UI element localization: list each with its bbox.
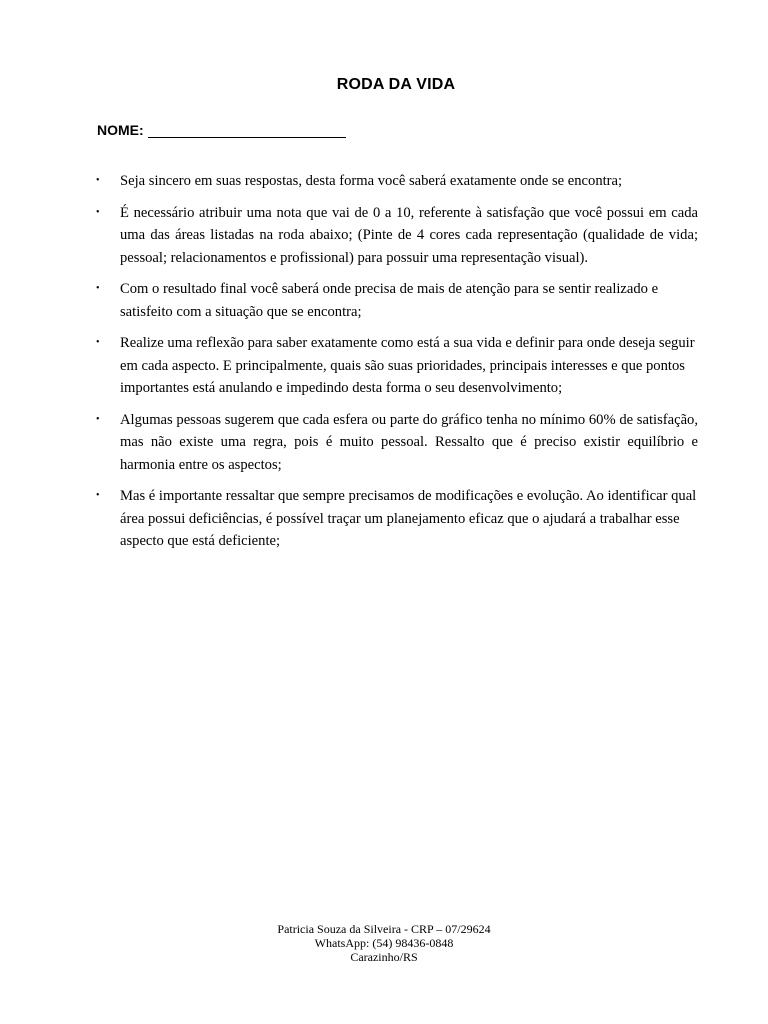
list-item (95, 409, 698, 477)
list-item-text: Seja sincero em suas respostas, desta forma você saberá exatamente onde se encontra; (120, 173, 623, 189)
bullet-icon: • (96, 337, 100, 348)
bullet-icon: • (96, 206, 100, 218)
bullet-icon: • (96, 413, 100, 425)
list-item (95, 170, 698, 193)
footer-city: Carazinho/RS (350, 950, 418, 964)
name-field (97, 122, 346, 138)
list-item-text: Algumas pessoas sugerem que cada esfera ou parte do gráfico tenha no mínimo 60% de satisfação, mas não existe uma regra, pois é muito pessoal. Ressalto que é preciso existir equilíbrio e harmonia entre os aspectos; (120, 411, 698, 473)
list-item-text: Realize uma reflexão para saber exatamente como está a sua vida e definir para onde deseja seguir em cada aspecto. E principalmente, quais são suas prioridades, principais interesses e que pontos importantes está anulando e impedindo desta forma o seu desenvolvimento; (120, 335, 695, 396)
footer-author: Patricia Souza da Silveira - CRP – 07/29624 (277, 922, 491, 936)
instructions-list (95, 170, 698, 553)
list-item-text: Mas é importante ressaltar que sempre precisamos de modificações e evolução. Ao identificar qual área possui deficiências, é possível traçar um planejamento eficaz que o ajudará a trabalhar esse aspecto que está deficiente; (120, 488, 697, 549)
list-item (95, 332, 698, 400)
name-blank-line (148, 123, 346, 138)
list-item (95, 202, 698, 270)
name-label: NOME: (97, 122, 144, 138)
bullet-icon: • (96, 490, 100, 501)
list-item-text: Com o resultado final você saberá onde precisa de mais de atenção para se sentir realizado e satisfeito com a situação que se encontra; (120, 281, 659, 320)
list-item (95, 485, 698, 553)
list-item-text: É necessário atribuir uma nota que vai de 0 a 10, referente à satisfação que você possui em cada uma das áreas listadas na roda abaixo; (Pinte de 4 cores cada representação (qualidade de vida; pessoal; relacionamentos e profissional) para possuir uma representação visual). (120, 204, 698, 266)
page-footer (0, 922, 768, 964)
footer-whatsapp: WhatsApp: (54) 98436-0848 (314, 936, 454, 950)
list-item (95, 278, 698, 323)
bullet-icon: • (96, 283, 100, 294)
page-title: RODA DA VIDA (336, 76, 456, 93)
bullet-icon: • (96, 175, 100, 186)
